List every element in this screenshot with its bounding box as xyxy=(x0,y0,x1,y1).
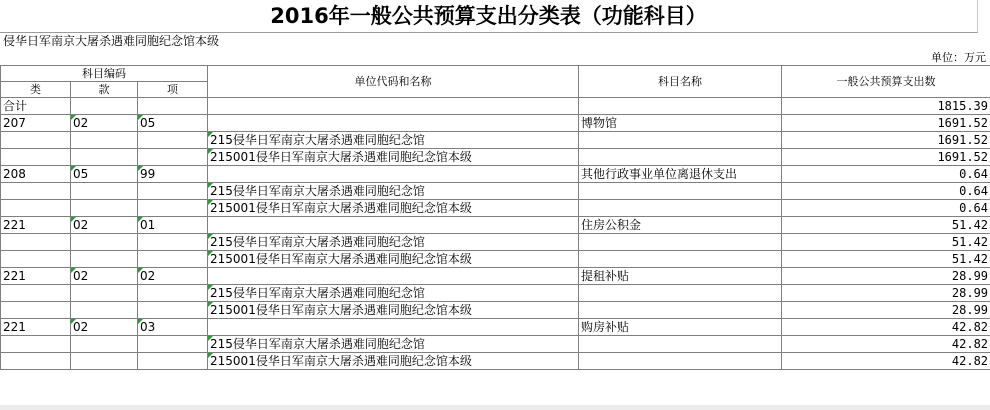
header-lei[interactable]: 类 xyxy=(1,82,71,98)
header-budget[interactable]: 一般公共预算支出数 xyxy=(782,66,990,98)
cell-subject[interactable] xyxy=(579,200,782,217)
table-row xyxy=(1,132,990,149)
cell-xiang[interactable] xyxy=(138,285,208,302)
cell-lei[interactable] xyxy=(1,132,71,149)
table-row xyxy=(1,251,990,268)
cell-lei[interactable] xyxy=(1,149,71,166)
cell-kuan[interactable] xyxy=(71,183,138,200)
table-row xyxy=(1,353,990,370)
cell-unit[interactable] xyxy=(208,319,579,336)
cell-lei[interactable] xyxy=(1,353,71,370)
cell-subject[interactable] xyxy=(579,132,782,149)
cell-kuan[interactable] xyxy=(71,285,138,302)
header-subject-name[interactable]: 科目名称 xyxy=(579,66,782,98)
total-label[interactable]: 合计 xyxy=(1,98,71,115)
cell-lei[interactable] xyxy=(1,234,71,251)
header-subject-code[interactable]: 科目编码 xyxy=(1,66,208,82)
cell-amount[interactable]: 0.64 xyxy=(782,183,990,200)
table-row xyxy=(1,217,990,234)
cell-unit[interactable]: 215侵华日军南京大屠杀遇难同胞纪念馆 xyxy=(208,132,579,149)
cell-subject[interactable] xyxy=(579,336,782,353)
cell-lei[interactable]: 208 xyxy=(1,166,71,183)
cell-unit[interactable]: 215001侵华日军南京大屠杀遇难同胞纪念馆本级 xyxy=(208,200,579,217)
cell-kuan[interactable]: 02 xyxy=(71,319,138,336)
table-row xyxy=(1,200,990,217)
cell-xiang[interactable]: 03 xyxy=(138,319,208,336)
cell-subject[interactable] xyxy=(579,183,782,200)
cell-unit[interactable] xyxy=(208,115,579,132)
cell-kuan[interactable] xyxy=(71,353,138,370)
table-row xyxy=(1,336,990,353)
cell-subject[interactable] xyxy=(579,234,782,251)
table-row xyxy=(1,166,990,183)
header-row-1 xyxy=(1,66,990,82)
cell-subject[interactable] xyxy=(579,353,782,370)
header-xiang[interactable]: 项 xyxy=(138,82,208,98)
cell-kuan[interactable]: 05 xyxy=(71,166,138,183)
cell-subject[interactable] xyxy=(579,149,782,166)
cell-kuan[interactable]: 02 xyxy=(71,268,138,285)
cell-xiang[interactable] xyxy=(138,336,208,353)
table-row xyxy=(1,234,990,251)
cell-empty[interactable] xyxy=(579,98,782,115)
cell-kuan[interactable]: 02 xyxy=(71,115,138,132)
cell-amount[interactable]: 0.64 xyxy=(782,166,990,183)
cell-xiang[interactable] xyxy=(138,251,208,268)
cell-amount[interactable]: 0.64 xyxy=(782,200,990,217)
cell-unit[interactable]: 215001侵华日军南京大屠杀遇难同胞纪念馆本级 xyxy=(208,149,579,166)
cell-subject[interactable]: 博物馆 xyxy=(579,115,782,132)
cell-unit[interactable]: 215001侵华日军南京大屠杀遇难同胞纪念馆本级 xyxy=(208,251,579,268)
cell-amount[interactable]: 42.82 xyxy=(782,319,990,336)
page-title[interactable]: 2016年一般公共预算支出分类表（功能科目） xyxy=(0,0,978,33)
cell-empty[interactable] xyxy=(71,98,138,115)
table-row xyxy=(1,183,990,200)
cell-lei[interactable] xyxy=(1,183,71,200)
cell-unit[interactable]: 215001侵华日军南京大屠杀遇难同胞纪念馆本级 xyxy=(208,353,579,370)
table-row xyxy=(1,302,990,319)
table-row xyxy=(1,268,990,285)
cell-xiang[interactable] xyxy=(138,302,208,319)
cell-amount[interactable]: 1691.52 xyxy=(782,132,990,149)
cell-unit[interactable]: 215001侵华日军南京大屠杀遇难同胞纪念馆本级 xyxy=(208,302,579,319)
cell-unit[interactable] xyxy=(208,166,579,183)
cell-kuan[interactable] xyxy=(71,302,138,319)
cell-unit[interactable]: 215侵华日军南京大屠杀遇难同胞纪念馆 xyxy=(208,234,579,251)
cell-xiang[interactable]: 02 xyxy=(138,268,208,285)
cell-subject[interactable] xyxy=(579,251,782,268)
cell-xiang[interactable]: 05 xyxy=(138,115,208,132)
cell-xiang[interactable]: 99 xyxy=(138,166,208,183)
table-row xyxy=(1,115,990,132)
cell-lei[interactable]: 221 xyxy=(1,319,71,336)
cell-subject[interactable]: 购房补贴 xyxy=(579,319,782,336)
cell-subject[interactable] xyxy=(579,302,782,319)
cell-unit[interactable]: 215侵华日军南京大屠杀遇难同胞纪念馆 xyxy=(208,183,579,200)
cell-lei[interactable]: 207 xyxy=(1,115,71,132)
cell-lei[interactable] xyxy=(1,285,71,302)
cell-empty[interactable] xyxy=(208,98,579,115)
cell-unit[interactable]: 215侵华日军南京大屠杀遇难同胞纪念馆 xyxy=(208,285,579,302)
cell-unit[interactable] xyxy=(208,268,579,285)
cell-subject[interactable] xyxy=(579,285,782,302)
cell-xiang[interactable] xyxy=(138,234,208,251)
cell-subject[interactable]: 其他行政事业单位离退休支出 xyxy=(579,166,782,183)
budget-table xyxy=(0,65,990,370)
cell-amount[interactable]: 28.99 xyxy=(782,302,990,319)
total-amount[interactable]: 1815.39 xyxy=(782,98,990,115)
cell-xiang[interactable] xyxy=(138,132,208,149)
cell-kuan[interactable] xyxy=(71,149,138,166)
cell-xiang[interactable]: 01 xyxy=(138,217,208,234)
cell-amount[interactable]: 42.82 xyxy=(782,353,990,370)
cell-xiang[interactable] xyxy=(138,200,208,217)
cell-xiang[interactable] xyxy=(138,183,208,200)
cell-amount[interactable]: 1691.52 xyxy=(782,115,990,132)
cell-empty[interactable] xyxy=(138,98,208,115)
cell-xiang[interactable] xyxy=(138,353,208,370)
cell-unit[interactable] xyxy=(208,217,579,234)
cell-xiang[interactable] xyxy=(138,149,208,166)
unit-label-cell[interactable]: 单位：万元 xyxy=(931,51,986,64)
cell-lei[interactable]: 221 xyxy=(1,268,71,285)
cell-amount[interactable]: 51.42 xyxy=(782,234,990,251)
cell-amount[interactable]: 42.82 xyxy=(782,336,990,353)
cell-amount[interactable]: 1691.52 xyxy=(782,149,990,166)
total-row xyxy=(1,98,990,115)
cell-subject[interactable]: 住房公积金 xyxy=(579,217,782,234)
cell-kuan[interactable]: 02 xyxy=(71,217,138,234)
table-row xyxy=(1,285,990,302)
unit-name-cell[interactable]: 侵华日军南京大屠杀遇难同胞纪念馆本级 xyxy=(3,34,220,48)
cell-kuan[interactable] xyxy=(71,234,138,251)
header-kuan[interactable]: 款 xyxy=(71,82,138,98)
cell-unit[interactable]: 215侵华日军南京大屠杀遇难同胞纪念馆 xyxy=(208,336,579,353)
table-row xyxy=(1,149,990,166)
cell-kuan[interactable] xyxy=(71,200,138,217)
cell-lei[interactable] xyxy=(1,200,71,217)
header-unit-code-name[interactable]: 单位代码和名称 xyxy=(208,66,579,98)
cell-amount[interactable]: 51.42 xyxy=(782,217,990,234)
cell-amount[interactable]: 51.42 xyxy=(782,251,990,268)
cell-kuan[interactable] xyxy=(71,336,138,353)
scrollbar-strip[interactable] xyxy=(0,405,990,410)
table-row xyxy=(1,319,990,336)
cell-lei[interactable]: 221 xyxy=(1,217,71,234)
cell-kuan[interactable] xyxy=(71,251,138,268)
cell-amount[interactable]: 28.99 xyxy=(782,285,990,302)
cell-kuan[interactable] xyxy=(71,132,138,149)
cell-lei[interactable] xyxy=(1,302,71,319)
cell-amount[interactable]: 28.99 xyxy=(782,268,990,285)
cell-lei[interactable] xyxy=(1,336,71,353)
cell-lei[interactable] xyxy=(1,251,71,268)
cell-subject[interactable]: 提租补贴 xyxy=(579,268,782,285)
